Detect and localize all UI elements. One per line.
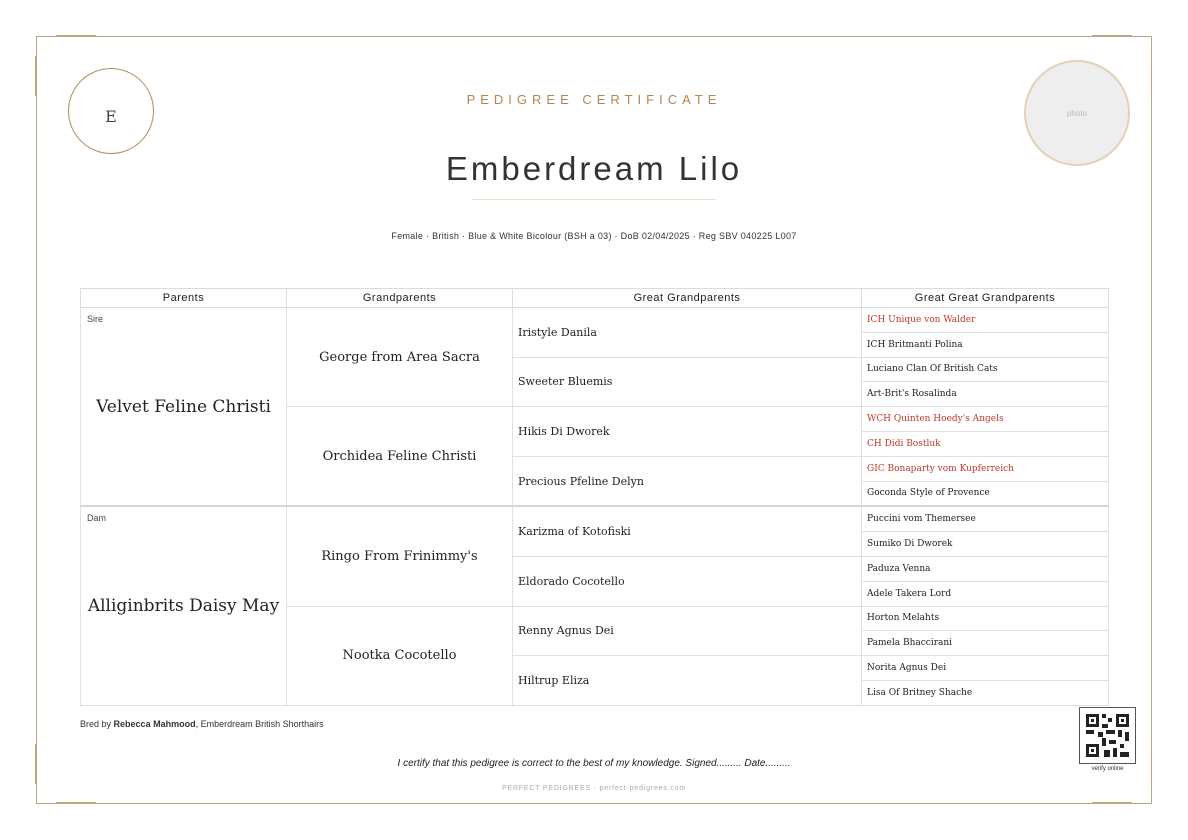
grandparent-cell: Nootka Cocotello [287,606,513,705]
great-great-grandparent-cell: CH Didi Bostluk [862,431,1109,456]
sire-cell [81,308,287,507]
great-grandparent-cell: Sweeter Bluemis [513,357,862,407]
brand-footer: PERFECT PEDIGREES · perfect-pedigrees.com [502,785,686,792]
sire-label: Sire [87,314,104,324]
logo-letter: E [105,106,117,126]
header-great-grandparents: Great Grandparents [513,289,862,308]
great-great-grandparent-cell: Pamela Bhaccirani [862,631,1109,656]
great-grandparent-cell: Karizma of Kotofiski [513,506,862,556]
great-great-grandparent-cell: Art-Brit's Rosalinda [862,382,1109,407]
great-grandparent-cell: Iristyle Danila [513,308,862,358]
qr-code[interactable] [1079,707,1136,764]
dam-name: Alliginbrits Daisy May [87,596,280,617]
great-great-grandparent-cell: Adele Takera Lord [862,581,1109,606]
dam-label: Dam [87,513,107,524]
corner-ornament [1092,802,1132,803]
great-great-grandparent-cell: GIC Bonaparty vom Kupferreich [862,456,1109,481]
title-underline [472,199,716,200]
great-great-grandparent-cell: Paduza Venna [862,556,1109,581]
corner-ornament [56,802,96,803]
pedigree-table [80,288,1109,706]
header-great-great-grandparents: Great Great Grandparents [862,289,1109,308]
header-parents: Parents [81,289,287,308]
great-great-grandparent-cell: Horton Melahts [862,606,1109,631]
qr-code-icon [1080,708,1135,763]
cat-name: Emberdream Lilo [445,150,743,187]
great-grandparent-cell: Renny Agnus Dei [513,606,862,656]
cattery-name: , Emberdream British Shorthairs [195,719,324,729]
great-grandparent-cell: Hikis Di Dworek [513,407,862,457]
cattery-logo [68,68,154,154]
great-great-grandparent-cell: ICH Britmanti Polina [862,332,1109,357]
breeder-name: Rebecca Mahmood [113,719,196,729]
verify-label: verify online [1091,766,1124,772]
great-great-grandparent-cell: ICH Unique von Walder [862,308,1109,333]
certificate-label: PEDIGREE CERTIFICATE [466,92,722,107]
great-great-grandparent-cell: Goconda Style of Provence [862,481,1109,506]
certification-statement: I certify that this pedigree is correct to the best of my knowledge. Signed......... Date......... [397,758,791,769]
breeder-line [80,719,324,729]
great-great-grandparent-cell: WCH Quinten Hoedy's Angels [862,407,1109,432]
great-grandparent-cell: Eldorado Cocotello [513,556,862,606]
corner-ornament [1151,56,1152,96]
great-great-grandparent-cell: Puccini vom Themersee [862,506,1109,531]
grandparent-cell: Orchidea Feline Christi [287,407,513,507]
header-grandparents: Grandparents [287,289,513,308]
great-grandparent-cell: Hiltrup Eliza [513,656,862,706]
dam-cell [81,506,287,705]
grandparent-cell: George from Area Sacra [287,308,513,407]
great-great-grandparent-cell: Sumiko Di Dworek [862,532,1109,557]
corner-ornament [56,35,96,36]
great-grandparent-cell: Precious Pfeline Delyn [513,456,862,506]
sire-name: Velvet Feline Christi [96,396,271,417]
corner-ornament [35,56,36,96]
cat-details: Female · British · Blue & White Bicolour (BSH a 03) · DoB 02/04/2025 · Reg SBV 040225 L007 [391,231,797,241]
table-header-row [81,289,1109,308]
grandparent-cell: Ringo From Frinimmy's [287,506,513,606]
great-great-grandparent-cell: Lisa Of Britney Shache [862,680,1109,705]
bred-by-prefix: Bred by [80,719,112,729]
corner-ornament [1092,35,1132,36]
great-great-grandparent-cell: Norita Agnus Dei [862,656,1109,681]
photo-label: photo [1066,108,1088,118]
great-great-grandparent-cell: Luciano Clan Of British Cats [862,357,1109,382]
